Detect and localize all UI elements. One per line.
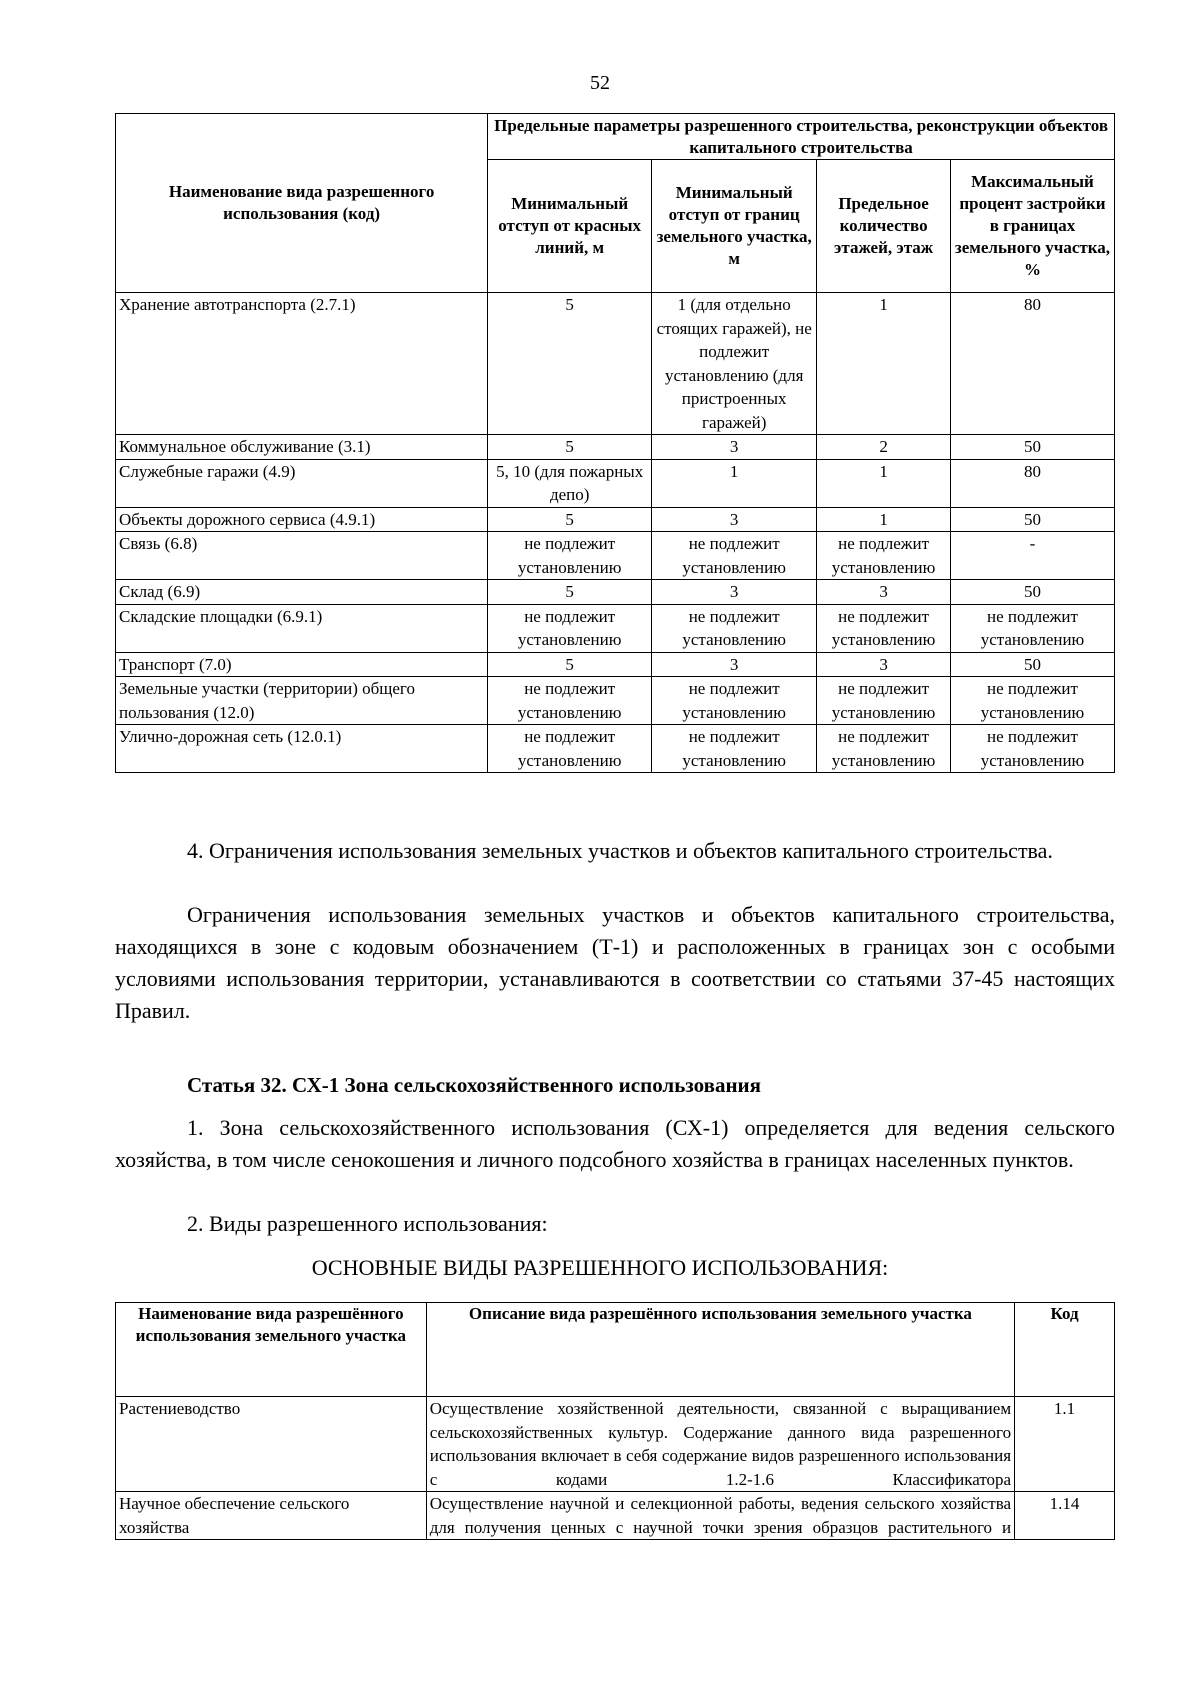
table-row: Улично-дорожная сеть (12.0.1) не подлежит установлению не подлежит установлению не подлежит установлению не подлежит установлению — [116, 725, 1115, 773]
article-heading: Статья 32. СХ-1 Зона сельскохозяйственного использования — [187, 1073, 762, 1097]
header-name: Наименование вида разрешённого использования земельного участка — [116, 1303, 427, 1397]
table-row: Транспорт (7.0) 5 3 3 50 — [116, 652, 1115, 677]
header-col-2: Минимальный отступ от границ земельного участка, м — [652, 160, 817, 293]
limits-table — [115, 113, 1115, 773]
header-col-4: Максимальный процент застройки в границах земельного участка, % — [950, 160, 1114, 293]
header-description: Описание вида разрешённого использования земельного участка — [426, 1303, 1014, 1397]
header-col-1: Минимальный отступ от красных линий, м — [488, 160, 652, 293]
header-code: Код — [1015, 1303, 1115, 1397]
header-col-3: Предельное количество этажей, этаж — [817, 160, 951, 293]
table-row: Коммунальное обслуживание (3.1) 5 3 2 50 — [116, 435, 1115, 460]
table-row: Связь (6.8) не подлежит установлению не подлежит установлению не подлежит установлению - — [116, 532, 1115, 580]
table-row: Складские площадки (6.9.1) не подлежит установлению не подлежит установлению не подлежит установлению не подлежит установлению — [116, 604, 1115, 652]
section-4-text: Ограничения использования земельных участков и объектов капитального строительства, находящихся в зоне с кодовым обозначением (Т-1) и расположенных в границах зон с особыми условиями использования территории, устанавливаются в соответствии со статьями 37-45 настоящих Правил. — [115, 902, 1115, 1023]
table-row: Хранение автотранспорта (2.7.1) 5 1 (для отдельно стоящих гаражей), не подлежит установлению (для пристроенных гаражей) 1 80 — [116, 293, 1115, 435]
article-paragraph-1: 1. Зона сельскохозяйственного использования (СХ-1) определяется для ведения сельского хозяйства, в том числе сенокошения и личного подсобного хозяйства в границах населенных пунктов. — [115, 1115, 1115, 1172]
table-row: Склад (6.9) 5 3 3 50 — [116, 580, 1115, 605]
section-4-title: 4. Ограничения использования земельных участков и объектов капитального строительства. — [187, 838, 1053, 863]
table-row: Растениеводство Осуществление хозяйственной деятельности, связанной с выращиванием сельскохозяйственных культур. Содержание данного вида разрешенного использования включает в себя содержание видов разрешенного использования с кодами 1.2-1.6 Классификатора 1.1 — [116, 1397, 1115, 1492]
table-row: Научное обеспечение сельского хозяйства Осуществление научной и селекционной работы, ведения сельского хозяйства для получения ценных с научной точки зрения образцов растительного и 1.14 — [116, 1492, 1115, 1540]
table-row: Земельные участки (территории) общего пользования (12.0) не подлежит установлению не подлежит установлению не подлежит установлению не подлежит установлению — [116, 677, 1115, 725]
table-row: Служебные гаражи (4.9) 5, 10 (для пожарных депо) 1 1 80 — [116, 459, 1115, 507]
article-paragraph-2: 2. Виды разрешенного использования: — [187, 1211, 548, 1236]
page-number: 52 — [590, 72, 610, 94]
main-uses-table — [115, 1302, 1115, 1540]
header-group: Предельные параметры разрешенного строительства, реконструкции объектов капитального строительства — [488, 114, 1115, 160]
table-2-title: ОСНОВНЫЕ ВИДЫ РАЗРЕШЕННОГО ИСПОЛЬЗОВАНИЯ: — [311, 1255, 889, 1280]
header-name: Наименование вида разрешенного использования (код) — [116, 114, 488, 293]
table-row: Объекты дорожного сервиса (4.9.1) 5 3 1 50 — [116, 507, 1115, 532]
